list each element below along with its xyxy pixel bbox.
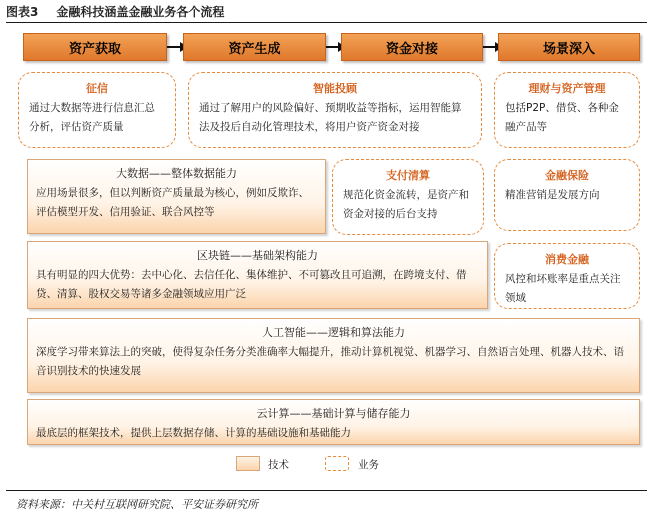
biz-wealth-text: 包括P2P、借贷、各种金融产品等 [505, 102, 619, 133]
tech-box-blockchain [27, 241, 488, 309]
arrow-right-icon [483, 46, 496, 48]
footer-rule [6, 490, 647, 491]
biz-insurance-text: 精准营销是发展方向 [505, 189, 600, 201]
biz-box-credit [18, 72, 176, 148]
stage-fund-matching: 资金对接 [341, 33, 483, 61]
biz-payment-text: 规范化资金流转，是资产和资金对接的后台支持 [343, 189, 469, 220]
biz-insurance-title: 金融保险 [545, 169, 589, 182]
source-note: 资料来源：中关村互联网研究院、平安证券研究所 [16, 498, 258, 511]
biz-credit-text: 通过大数据等进行信息汇总分析，评估资产质量 [29, 102, 155, 133]
figure-title: 金融科技涵盖金融业务各个流程 [56, 5, 225, 19]
stage-asset-acquisition: 资产获取 [23, 33, 167, 61]
tech-box-big-data [27, 159, 326, 234]
biz-wealth-title: 理财与资产管理 [528, 82, 606, 95]
tech-box-cloud [27, 399, 640, 445]
biz-box-consumer-finance [494, 243, 640, 309]
tech-cloud-text: 最底层的框架技术，提供上层数据存储、计算的基础设施和基础能力 [36, 427, 351, 439]
biz-box-payment-clearing [332, 159, 484, 235]
tech-cloud-title: 云计算——基础计算与储存能力 [256, 407, 411, 420]
biz-consumer-text: 风控和坏账率是重点关注领域 [505, 273, 621, 304]
biz-box-robo-advisor [188, 72, 482, 148]
tech-blockchain-text: 具有明显的四大优势：去中心化、去信任化、集体维护、不可篡改且可追溯，在跨境支付、借贷、清算、股权交易等诸多金融领域应用广泛 [36, 269, 467, 300]
legend-tech-label: 技术 [268, 459, 289, 471]
tech-blockchain-title: 区块链——基础架构能力 [197, 249, 318, 262]
header-rule [6, 22, 647, 23]
biz-credit-title: 征信 [86, 82, 108, 95]
figure-title-row [6, 3, 224, 20]
stage-asset-generation: 资产生成 [183, 33, 326, 61]
biz-robo-text: 通过了解用户的风险偏好、预期收益等指标，运用智能算法及投后自动化管理技术，将用户资产资金对接 [199, 102, 462, 133]
tech-bigdata-title: 大数据——整体数据能力 [116, 167, 237, 180]
biz-box-insurance [494, 159, 640, 231]
tech-bigdata-text: 应用场景很多，但以判断资产质量最为核心，例如反欺诈、评估模型开发、信用验证、联合风控等 [36, 187, 309, 218]
tech-box-ai [27, 318, 640, 393]
stage-scenario-deepening: 场景深入 [498, 33, 640, 61]
biz-robo-title: 智能投顾 [313, 82, 357, 95]
legend-biz-label: 业务 [358, 459, 379, 471]
tech-ai-text: 深度学习带来算法上的突破，使得复杂任务分类准确率大幅提升，推动计算机视觉、机器学习、自然语言处理、机器人技术、语音识别技术的快速发展 [36, 346, 624, 377]
legend-tech-swatch [236, 456, 260, 471]
biz-box-wealth-management [494, 72, 640, 148]
arrow-right-icon [326, 46, 339, 48]
biz-consumer-title: 消费金融 [545, 253, 589, 266]
biz-payment-title: 支付清算 [386, 169, 430, 182]
arrow-right-icon [167, 46, 181, 48]
tech-ai-title: 人工智能——逻辑和算法能力 [262, 326, 405, 339]
legend-biz-swatch [325, 456, 349, 471]
figure-number: 图表3 [6, 5, 39, 19]
